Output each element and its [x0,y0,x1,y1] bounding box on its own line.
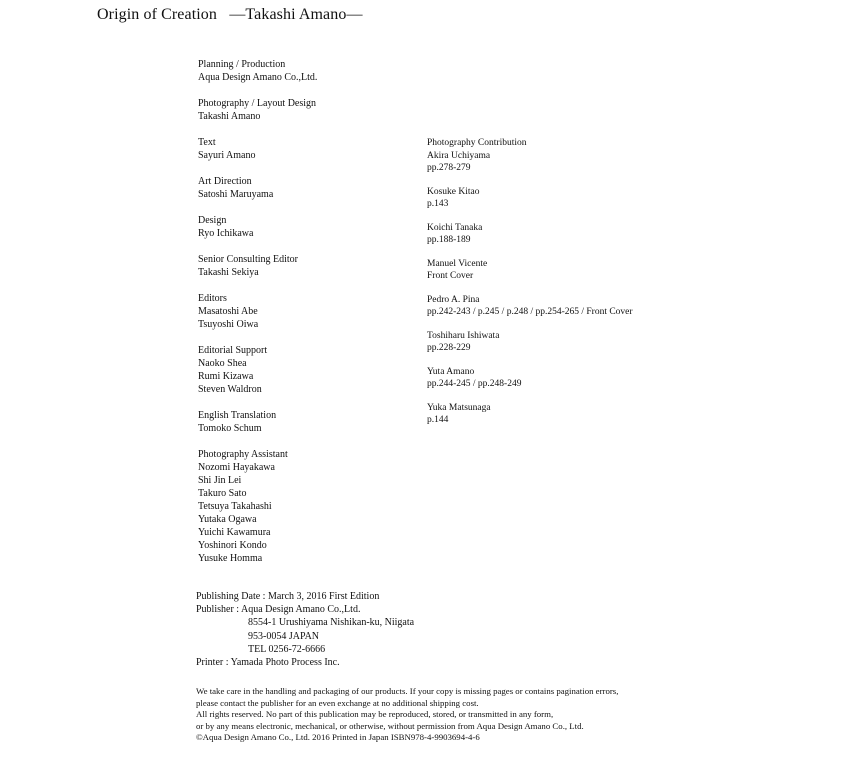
credit-name: Ryo Ichikawa [198,228,254,239]
credit-name: Tetsuya Takahashi [198,501,272,512]
legal-line: or by any means electronic, mechanical, or otherwise, without permission from Aqua Design Amano Co., Ltd. [196,720,584,731]
book-author: —Takashi Amano— [229,6,363,23]
credit-block [198,136,418,162]
credit-role: Senior Consulting Editor [198,254,298,265]
legal-line: All rights reserved. No part of this publication may be reproduced, stored, or transmitted in any form, [196,709,554,720]
contributor-block [427,258,757,283]
credit-block [198,97,418,123]
contributor-name: Akira Uchiyama [427,150,491,161]
contributor-pages: Front Cover [427,271,474,281]
credit-name: Steven Waldron [198,384,262,395]
credit-name: Yoshinori Kondo [198,540,267,551]
credits-left-column [198,58,418,565]
credit-block [198,175,418,201]
credit-role: Photography / Layout Design [198,98,317,109]
credit-block [198,409,418,435]
contributor-block [427,402,757,427]
publisher-name: Publisher : Aqua Design Amano Co.,Ltd. [196,604,361,616]
credit-name: Yusuke Homma [198,553,263,564]
credit-block [198,253,418,279]
page-title [97,6,363,24]
credit-name: Takuro Sato [198,488,247,499]
contributor-pages: pp.278-279 [427,163,471,173]
credit-name: Aqua Design Amano Co.,Ltd. [198,72,318,83]
publisher-postal-code: 953-0054 JAPAN [248,630,320,642]
publishing-info [196,590,414,669]
contributor-block [427,366,757,391]
contributor-block [427,330,757,355]
credit-name: Takashi Sekiya [198,267,259,278]
contribution-heading: Photography Contribution [427,138,527,148]
contributor-pages: pp.228-229 [427,343,471,353]
photography-contribution-column [427,137,757,427]
credit-name: Takashi Amano [198,111,261,122]
credit-name: Tsuyoshi Oiwa [198,319,259,330]
contributor-block [427,222,757,247]
contributor-pages: p.143 [427,199,449,209]
credit-block [198,292,418,331]
credit-block [198,448,418,565]
credit-block [198,344,418,396]
credit-role: Art Direction [198,176,252,187]
contributor-block [427,186,757,211]
contributor-name: Manuel Vicente [427,258,488,269]
contributor-pages: pp.244-245 / pp.248-249 [427,379,522,389]
contributor-name: Yuta Amano [427,366,475,377]
credit-name: Shi Jin Lei [198,475,242,486]
contribution-heading-block [427,137,757,175]
publisher-address-line: 8554-1 Urushiyama Nishikan-ku, Niigata [248,617,415,629]
credit-block [198,58,418,84]
legal-line: We take care in the handling and packaging of our products. If your copy is missing pages or contains pagination errors, [196,686,619,696]
credit-block [198,214,418,240]
contributor-name: Pedro A. Pina [427,294,480,305]
copyright-line: ©Aqua Design Amano Co., Ltd. 2016 Printed in Japan ISBN978-4-9903694-4-6 [196,732,480,743]
credit-name: Nozomi Hayakawa [198,462,275,473]
credit-role: Editorial Support [198,345,268,356]
credit-role: Text [198,137,216,148]
legal-line: please contact the publisher for an even exchange at no additional shipping cost. [196,697,479,708]
credit-role: Editors [198,293,227,304]
publishing-date: Publishing Date : March 3, 2016 First Edition [196,591,380,602]
credit-name: Rumi Kizawa [198,371,254,382]
credit-name: Yutaka Ogawa [198,514,257,525]
credit-role: Planning / Production [198,59,286,70]
credit-name: Naoko Shea [198,358,247,369]
book-title: Origin of Creation [97,6,217,23]
contributor-name: Koichi Tanaka [427,222,483,233]
credit-name: Tomoko Schum [198,423,262,434]
contributor-pages: pp.188-189 [427,235,471,245]
credit-name: Masatoshi Abe [198,306,258,317]
contributor-name: Yuka Matsunaga [427,402,491,413]
credit-role: Design [198,215,227,226]
contributor-pages: p.144 [427,415,449,425]
credit-role: Photography Assistant [198,449,288,460]
contributor-name: Toshiharu Ishiwata [427,330,500,341]
credit-name: Sayuri Amano [198,150,256,161]
legal-notice [196,686,618,744]
publisher-phone: TEL 0256-72-6666 [248,643,326,655]
credit-name: Satoshi Maruyama [198,189,274,200]
printer-name: Printer : Yamada Photo Process Inc. [196,657,340,669]
contributor-pages: pp.242-243 / p.245 / p.248 / pp.254-265 / Front Cover [427,307,633,317]
credit-role: English Translation [198,410,277,421]
contributor-name: Kosuke Kitao [427,186,480,197]
contributor-block [427,294,757,319]
credit-name: Yuichi Kawamura [198,527,271,538]
